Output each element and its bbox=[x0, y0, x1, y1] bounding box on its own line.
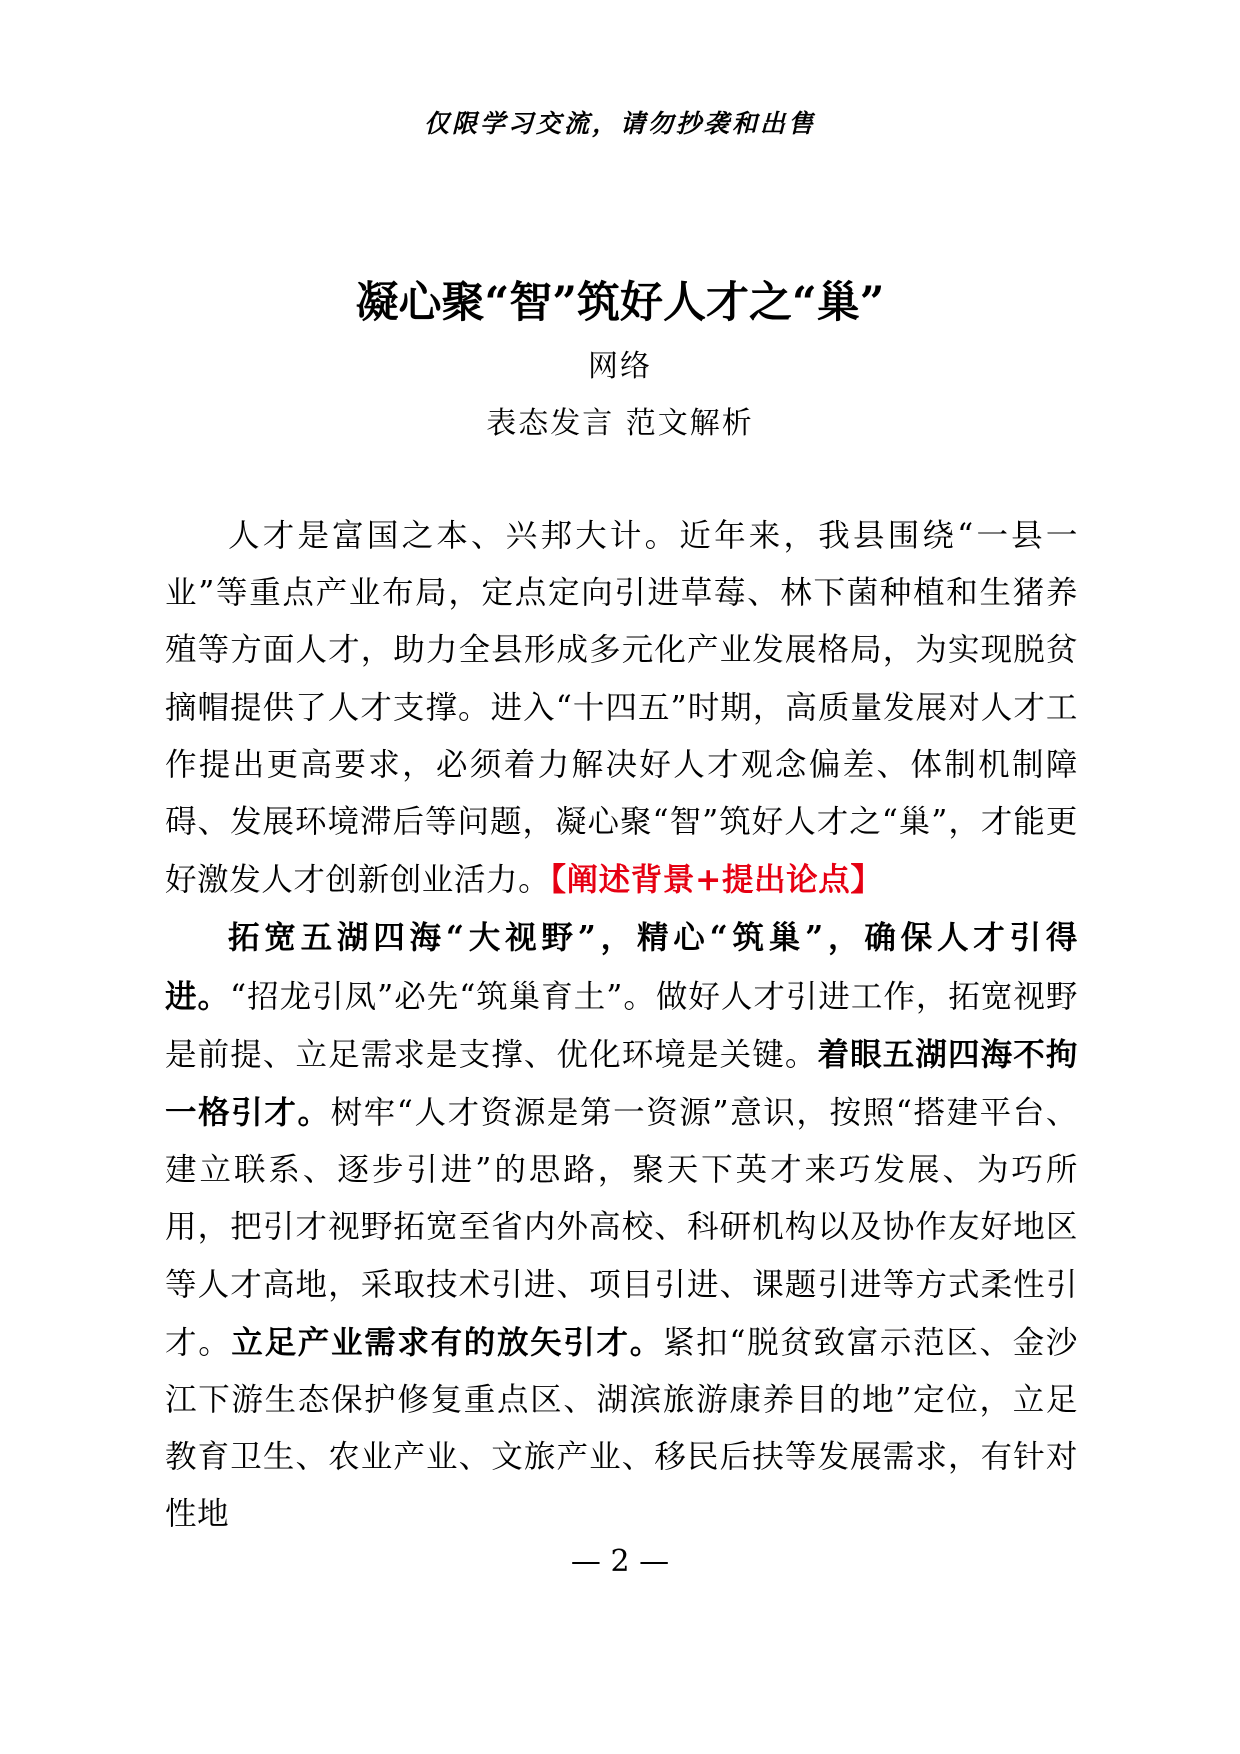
page-number: — 2 — bbox=[570, 1544, 670, 1579]
watermark-notice: 仅限学习交流，请勿抄袭和出售 bbox=[423, 109, 816, 138]
paragraph-intro bbox=[165, 508, 1078, 909]
paragraph-intro-text: 人才是富国之本、兴邦大计。近年来，我县围绕“一县一业”等重点产业布局，定点定向引进草莓、林下菌种植和生猪养殖等方面人才，助力全县形成多元化产业发展格局，为实现脱贫摘帽提供了人才支撑。进入“十四五”时期，高质量发展对人才工作提出更高要求，必须着力解决好人才观念偏差、体制机制障碍、发展环境滞后等问题，凝心聚“智”筑好人才之“巢”，才能更好激发人才创新创业活力。 bbox=[165, 518, 1078, 899]
section-heading: 拓宽五湖四海“大视野”，精心“筑巢”，确保人才引得进。 bbox=[165, 919, 1078, 1015]
section-text-1: “招龙引凤”必先“筑巢育土”。做好人才引进工作，拓宽视野是前提、立足需求是支撑、优化环境是关键。 bbox=[165, 978, 1078, 1073]
paragraph-section-1 bbox=[165, 909, 1078, 1543]
document-author: 网络 bbox=[588, 349, 652, 384]
document-subtitle: 表态发言 范文解析 bbox=[486, 406, 754, 441]
document-body bbox=[165, 508, 1078, 1544]
section-subpoint-1: 着眼五湖四海不拘一格引才。 bbox=[165, 1035, 1078, 1132]
section-text-3: 紧扣“脱贫致富示范区、金沙江下游生态保护修复重点区、湖滨旅游康养目的地”定位，立足教育卫生、农业产业、文旅产业、移民后扶等发展需求，有针对性地 bbox=[165, 1324, 1079, 1533]
section-text-2: 树牢“人才资源是第一资源”意识，按照“搭建平台、建立联系、逐步引进”的思路，聚天下英才来巧发展、为巧所用，把引才视野拓宽至省内外高校、科研机构以及协作友好地区等人才高地，采取技术引进、项目引进、课题引进等方式柔性引才。 bbox=[165, 1095, 1078, 1361]
annotation-note: 【阐述背景+提出论点】 bbox=[550, 861, 883, 899]
document-title: 凝心聚“智”筑好人才之“巢” bbox=[355, 278, 885, 328]
section-subpoint-2: 立足产业需求有的放矢引才。 bbox=[231, 1323, 663, 1361]
